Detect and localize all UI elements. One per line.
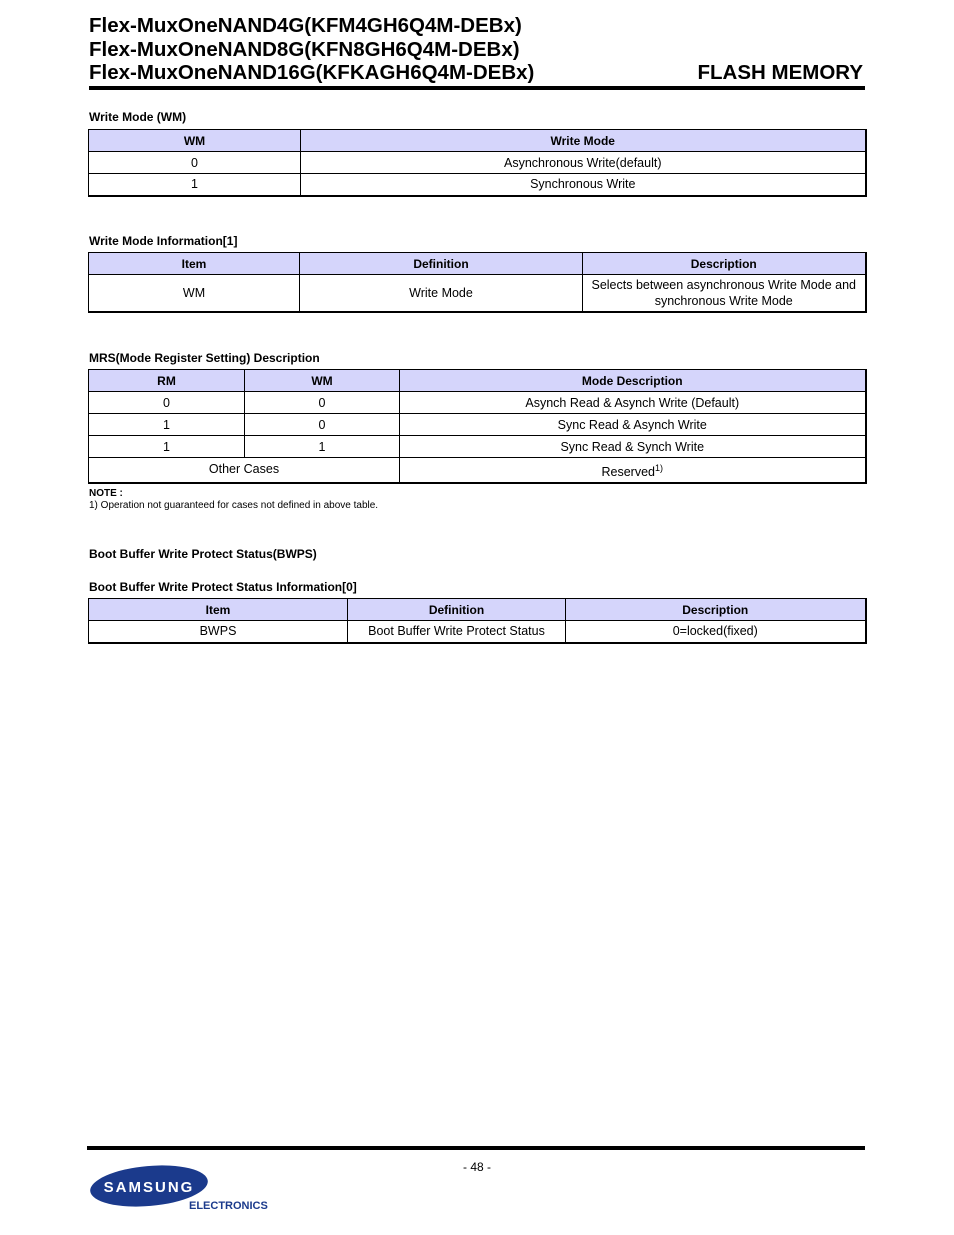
note-text: 1) Operation not guaranteed for cases not defined in above table. bbox=[89, 500, 379, 511]
table-cell: 1 bbox=[245, 436, 400, 458]
doc-category: FLASH MEMORY bbox=[697, 61, 863, 84]
table-cell: 1 bbox=[89, 436, 245, 458]
column-header: Description bbox=[566, 599, 866, 621]
column-header: Item bbox=[89, 253, 300, 275]
header-divider bbox=[89, 86, 865, 90]
table-cell: 0 bbox=[89, 152, 301, 174]
table-cell: Synchronous Write bbox=[301, 174, 866, 196]
table-cell: 0 bbox=[245, 414, 400, 436]
table-cell: Asynchronous Write(default) bbox=[301, 152, 866, 174]
table-cell: WM bbox=[89, 275, 300, 312]
bwps-info-heading: Boot Buffer Write Protect Status Information[0] bbox=[89, 580, 357, 594]
table-cell: 0 bbox=[245, 392, 400, 414]
column-header: Definition bbox=[300, 253, 583, 275]
table-row bbox=[89, 392, 866, 414]
page-number: - 48 - bbox=[462, 1160, 491, 1174]
table-cell bbox=[400, 458, 866, 483]
table-cell: 1 bbox=[89, 414, 245, 436]
table-row bbox=[89, 458, 866, 483]
note-label bbox=[89, 488, 123, 500]
write-mode-table bbox=[88, 129, 867, 197]
write-mode-info-table bbox=[88, 252, 867, 313]
table-header-row bbox=[89, 599, 866, 621]
column-header: Description bbox=[583, 253, 866, 275]
doc-title-line-3: Flex-MuxOneNAND16G(KFKAGH6Q4M-DEBx) bbox=[89, 61, 535, 84]
table-cell: Other Cases bbox=[89, 458, 400, 483]
column-header: RM bbox=[89, 370, 245, 392]
logo-subtext: ELECTRONICS bbox=[189, 1200, 268, 1212]
table-cell: Sync Read & Asynch Write bbox=[400, 414, 866, 436]
table-row bbox=[89, 152, 866, 174]
table-header-row bbox=[89, 253, 866, 275]
column-header: Write Mode bbox=[301, 130, 866, 152]
column-header: Mode Description bbox=[400, 370, 866, 392]
table-cell: 1 bbox=[89, 174, 301, 196]
mrs-table bbox=[88, 369, 867, 484]
table-cell: Write Mode bbox=[300, 275, 583, 312]
table-cell: 0=locked(fixed) bbox=[566, 621, 866, 643]
page-header bbox=[89, 14, 865, 92]
table-cell: Boot Buffer Write Protect Status bbox=[348, 621, 566, 643]
column-header: WM bbox=[245, 370, 400, 392]
column-header: Definition bbox=[348, 599, 566, 621]
mrs-heading: MRS(Mode Register Setting) Description bbox=[89, 351, 320, 365]
table-cell: BWPS bbox=[89, 621, 348, 643]
write-mode-heading: Write Mode (WM) bbox=[89, 110, 187, 124]
write-mode-info-heading: Write Mode Information[1] bbox=[89, 234, 238, 248]
doc-title-line-1: Flex-MuxOneNAND4G(KFM4GH6Q4M-DEBx) bbox=[89, 14, 522, 37]
table-cell: Sync Read & Synch Write bbox=[400, 436, 866, 458]
column-header: Item bbox=[89, 599, 348, 621]
doc-title-line-2: Flex-MuxOneNAND8G(KFN8GH6Q4M-DEBx) bbox=[89, 38, 520, 61]
note-label-text: NOTE : bbox=[89, 488, 123, 499]
bwps-heading: Boot Buffer Write Protect Status(BWPS) bbox=[89, 547, 317, 561]
bwps-info-table bbox=[88, 598, 867, 644]
table-cell: Asynch Read & Asynch Write (Default) bbox=[400, 392, 866, 414]
table-header-row bbox=[89, 130, 866, 152]
table-row bbox=[89, 275, 866, 312]
table-row bbox=[89, 174, 866, 196]
samsung-logo bbox=[89, 1162, 269, 1214]
table-cell: Selects between asynchronous Write Mode and synchronous Write Mode bbox=[583, 275, 866, 312]
column-header: WM bbox=[89, 130, 301, 152]
logo-wordmark: SAMSUNG bbox=[103, 1179, 195, 1196]
table-row bbox=[89, 436, 866, 458]
table-row bbox=[89, 414, 866, 436]
table-cell: 0 bbox=[89, 392, 245, 414]
table-header-row bbox=[89, 370, 866, 392]
footer-divider bbox=[87, 1146, 865, 1150]
table-row bbox=[89, 621, 866, 643]
reserved-text: Reserved bbox=[601, 464, 655, 479]
footnote-marker: 1) bbox=[654, 462, 663, 473]
